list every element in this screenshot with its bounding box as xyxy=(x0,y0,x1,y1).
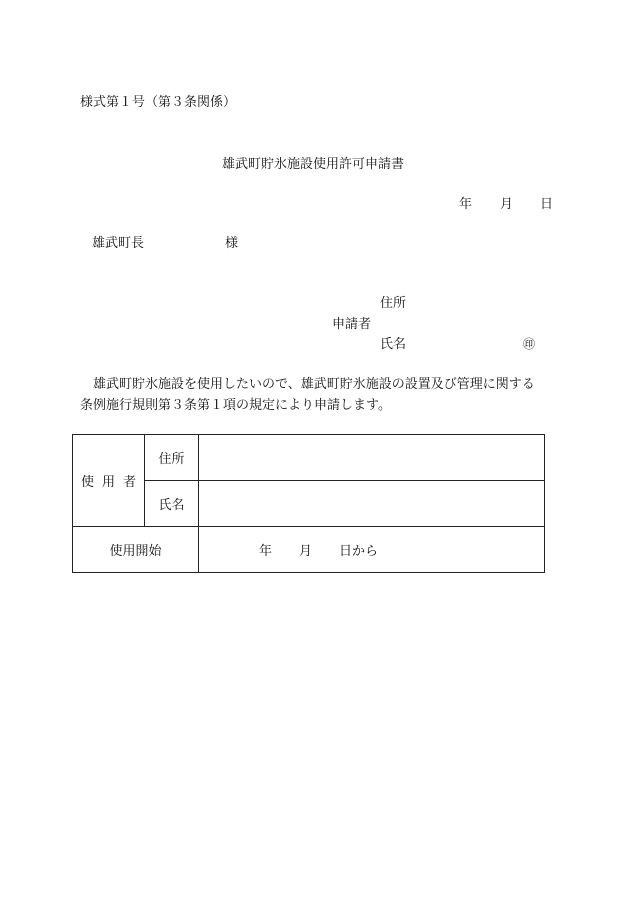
table-row xyxy=(73,527,545,573)
addressee-name: 雄武町長 xyxy=(92,236,145,251)
user-address-field[interactable] xyxy=(199,435,545,481)
user-name-field[interactable] xyxy=(199,481,545,527)
document-title: 雄武町貯氷施設使用許可申請書 xyxy=(222,157,405,172)
start-label-cell xyxy=(73,527,199,573)
table-row xyxy=(73,435,545,481)
applicant-name-label: 氏名 xyxy=(380,337,407,352)
start-label: 使用開始 xyxy=(109,544,162,559)
start-day-label: 日から xyxy=(339,544,379,559)
user-label: 使用者 xyxy=(81,475,145,490)
applicant-address-label: 住所 xyxy=(380,296,407,311)
user-name-label-cell xyxy=(145,481,199,527)
applicant-label: 申請者 xyxy=(332,317,372,332)
user-address-label: 住所 xyxy=(158,452,185,467)
addressee-honorific: 様 xyxy=(225,236,239,251)
date-month-label: 月 xyxy=(500,197,514,212)
statement-line-2: 条例施行規則第３条第１項の規定により申請します。 xyxy=(80,398,391,413)
date-year-label: 年 xyxy=(459,197,473,212)
application-statement xyxy=(80,374,556,416)
start-month-label: 月 xyxy=(299,544,313,559)
user-name-label: 氏名 xyxy=(158,498,185,513)
start-date-field[interactable] xyxy=(199,527,545,573)
statement-line-1: 雄武町貯氷施設を使用したいので、雄武町貯氷施設の設置及び管理に関する xyxy=(93,377,535,392)
seal-icon: ㊞ xyxy=(523,337,536,351)
start-year-label: 年 xyxy=(259,544,273,559)
form-number: 様式第１号（第３条関係） xyxy=(80,95,237,110)
date-day-label: 日 xyxy=(540,197,554,212)
usage-table xyxy=(72,434,545,573)
user-label-cell xyxy=(73,435,145,527)
user-address-label-cell xyxy=(145,435,199,481)
